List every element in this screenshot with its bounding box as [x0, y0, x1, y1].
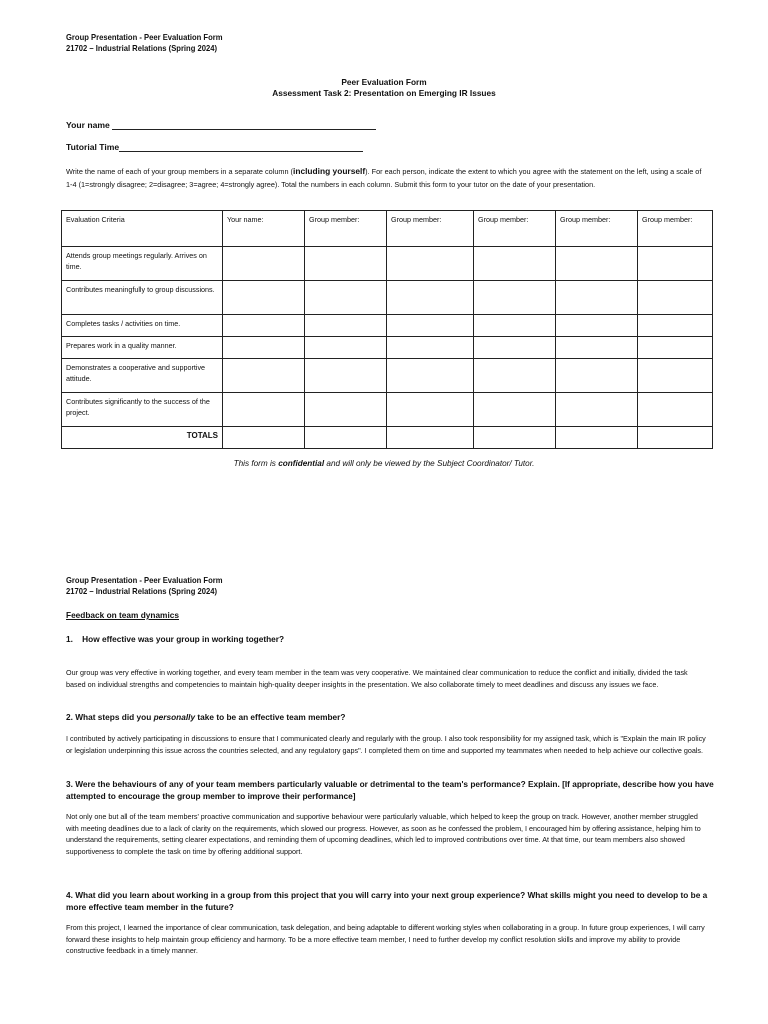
question-1: 1. How effective was your group in working together? [66, 634, 285, 644]
table-row [62, 315, 713, 337]
header-group-member: Group member: [305, 211, 387, 247]
table-row [62, 337, 713, 359]
header-subject: 21702 – Industrial Relations (Spring 2024) [66, 43, 218, 53]
header-group-member: Group member: [387, 211, 474, 247]
score-cell[interactable] [556, 247, 638, 281]
tutorial-time-line[interactable] [119, 142, 363, 152]
header-form-title: Group Presentation - Peer Evaluation Form [66, 575, 223, 585]
header-group-member: Group member: [474, 211, 556, 247]
score-cell[interactable] [223, 281, 305, 315]
table-header-row [62, 211, 713, 247]
score-cell[interactable] [474, 337, 556, 359]
score-cell[interactable] [638, 393, 713, 427]
score-cell[interactable] [387, 281, 474, 315]
score-cell[interactable] [556, 393, 638, 427]
score-cell[interactable] [387, 247, 474, 281]
score-cell[interactable] [638, 359, 713, 393]
score-cell[interactable] [556, 359, 638, 393]
score-cell[interactable] [474, 393, 556, 427]
score-cell[interactable] [305, 281, 387, 315]
tutorial-time-field[interactable] [66, 142, 363, 152]
score-cell[interactable] [387, 315, 474, 337]
instructions: Write the name of each of your group members in a separate column (including yourself). For each person, indicate the extent to which you agree with the statement on the left, using a scale of 1-4 (1=strongly disagree; 2=disagree; 3=agree; 4=strongly agree). Total the numbers in each column. Submit this form to your tutor on the date of your presentation. [66, 166, 702, 189]
section-title: Feedback on team dynamics [66, 610, 179, 620]
header-form-title: Group Presentation - Peer Evaluation Form [66, 32, 223, 42]
score-cell[interactable] [223, 337, 305, 359]
criterion-label: Completes tasks / activities on time. [62, 315, 223, 337]
criterion-label: Prepares work in a quality manner. [62, 337, 223, 359]
table-row [62, 247, 713, 281]
header-subject: 21702 – Industrial Relations (Spring 2024) [66, 586, 218, 596]
your-name-field[interactable] [66, 120, 376, 130]
criterion-label: Contributes meaningfully to group discussions. [62, 281, 223, 315]
total-cell[interactable] [223, 427, 305, 449]
score-cell[interactable] [305, 247, 387, 281]
total-cell[interactable] [387, 427, 474, 449]
table-row [62, 393, 713, 427]
totals-label: TOTALS [62, 427, 223, 449]
score-cell[interactable] [223, 315, 305, 337]
header-group-member: Group member: [638, 211, 713, 247]
score-cell[interactable] [474, 281, 556, 315]
header-your-name: Your name: [223, 211, 305, 247]
answer-3: Not only one but all of the team members' proactive communication and supportive behaviour were particularly valuable, which helped to keep the group on track. However, another member struggled with meeting deadlines due to a lack of clarity on the requirements, which slowed our progress. However, as soon as he confessed the problem, I encouraged him by offering assistance, helping him to understand the requirements, setting clearer expectations, and reminding them of upcoming deadlines, which led to improved contributions over time. At that time, our team members also showed supportiveness to complete the task on time by offering additional support. [66, 812, 701, 856]
score-cell[interactable] [387, 359, 474, 393]
score-cell[interactable] [305, 359, 387, 393]
assessment-title: Assessment Task 2: Presentation on Emerging IR Issues [272, 88, 496, 98]
header-evaluation-criteria: Evaluation Criteria [62, 211, 223, 247]
criterion-label: Demonstrates a cooperative and supportive attitude. [62, 359, 223, 393]
score-cell[interactable] [638, 315, 713, 337]
total-cell[interactable] [556, 427, 638, 449]
score-cell[interactable] [387, 337, 474, 359]
score-cell[interactable] [556, 315, 638, 337]
totals-row [62, 427, 713, 449]
score-cell[interactable] [223, 393, 305, 427]
total-cell[interactable] [638, 427, 713, 449]
answer-1: Our group was very effective in working together, and every team member in the team was very cooperative. We maintained clear communication to reduce the conflict and initially, divided the task based on individual strengths and competencies to maintain high-quality deeper insights in the presentation. We also collaborate timely to meet deadlines and discuss any issues we face. [66, 668, 688, 689]
table-row [62, 359, 713, 393]
score-cell[interactable] [474, 359, 556, 393]
form-title: Peer Evaluation Form [341, 77, 427, 87]
score-cell[interactable] [305, 393, 387, 427]
score-cell[interactable] [638, 247, 713, 281]
question-3: 3. Were the behaviours of any of your team members particularly valuable or detrimental to the team's performance? Explain. [If appropriate, describe how you have attempted to encourage the group member to improve their performance] [66, 779, 714, 801]
page2-header [66, 575, 223, 597]
total-cell[interactable] [474, 427, 556, 449]
criterion-label: Attends group meetings regularly. Arrives on time. [62, 247, 223, 281]
total-cell[interactable] [305, 427, 387, 449]
score-cell[interactable] [638, 281, 713, 315]
your-name-line[interactable] [112, 120, 376, 130]
answer-4: From this project, I learned the importance of clear communication, task delegation, and being adaptable to different working styles when collaborating in a group. In future group experiences, I will carry forward these insights to help maintain group efficiency and harmony. To be a more effective team member, I need to further develop my conflict resolution skills and improve my ability to provide constructive feedback in a timely manner. [66, 923, 705, 955]
score-cell[interactable] [474, 247, 556, 281]
score-cell[interactable] [556, 337, 638, 359]
confidential-note: This form is confidential and will only be viewed by the Subject Coordinator/ Tutor. [233, 459, 535, 468]
score-cell[interactable] [387, 393, 474, 427]
tutorial-time-label: Tutorial Time [66, 142, 120, 152]
score-cell[interactable] [223, 247, 305, 281]
score-cell[interactable] [638, 337, 713, 359]
header-group-member: Group member: [556, 211, 638, 247]
score-cell[interactable] [305, 337, 387, 359]
evaluation-table [61, 210, 713, 449]
criterion-label: Contributes significantly to the success of the project. [62, 393, 223, 427]
score-cell[interactable] [474, 315, 556, 337]
table-row [62, 281, 713, 315]
score-cell[interactable] [223, 359, 305, 393]
answer-2: I contributed by actively participating in discussions to ensure that I communicated clearly and regularly with the group. I also took responsibility for my assigned task, which is "Explain the main IR policy or legislation underpinning this issue across the countries selected, and any regulatory gaps". I completed them on time and supported my teammates when needed to help achieve our collective goals. [66, 734, 706, 755]
page1-header [66, 32, 223, 54]
your-name-label: Your name [66, 120, 110, 130]
form-title-block [0, 77, 768, 99]
score-cell[interactable] [305, 315, 387, 337]
score-cell[interactable] [556, 281, 638, 315]
question-2: 2. What steps did you personally take to be an effective team member? [66, 712, 346, 722]
question-4: 4. What did you learn about working in a group from this project that you will carry into your next group experience? What skills might you need to develop to be a more effective team member in the future? [66, 890, 708, 912]
